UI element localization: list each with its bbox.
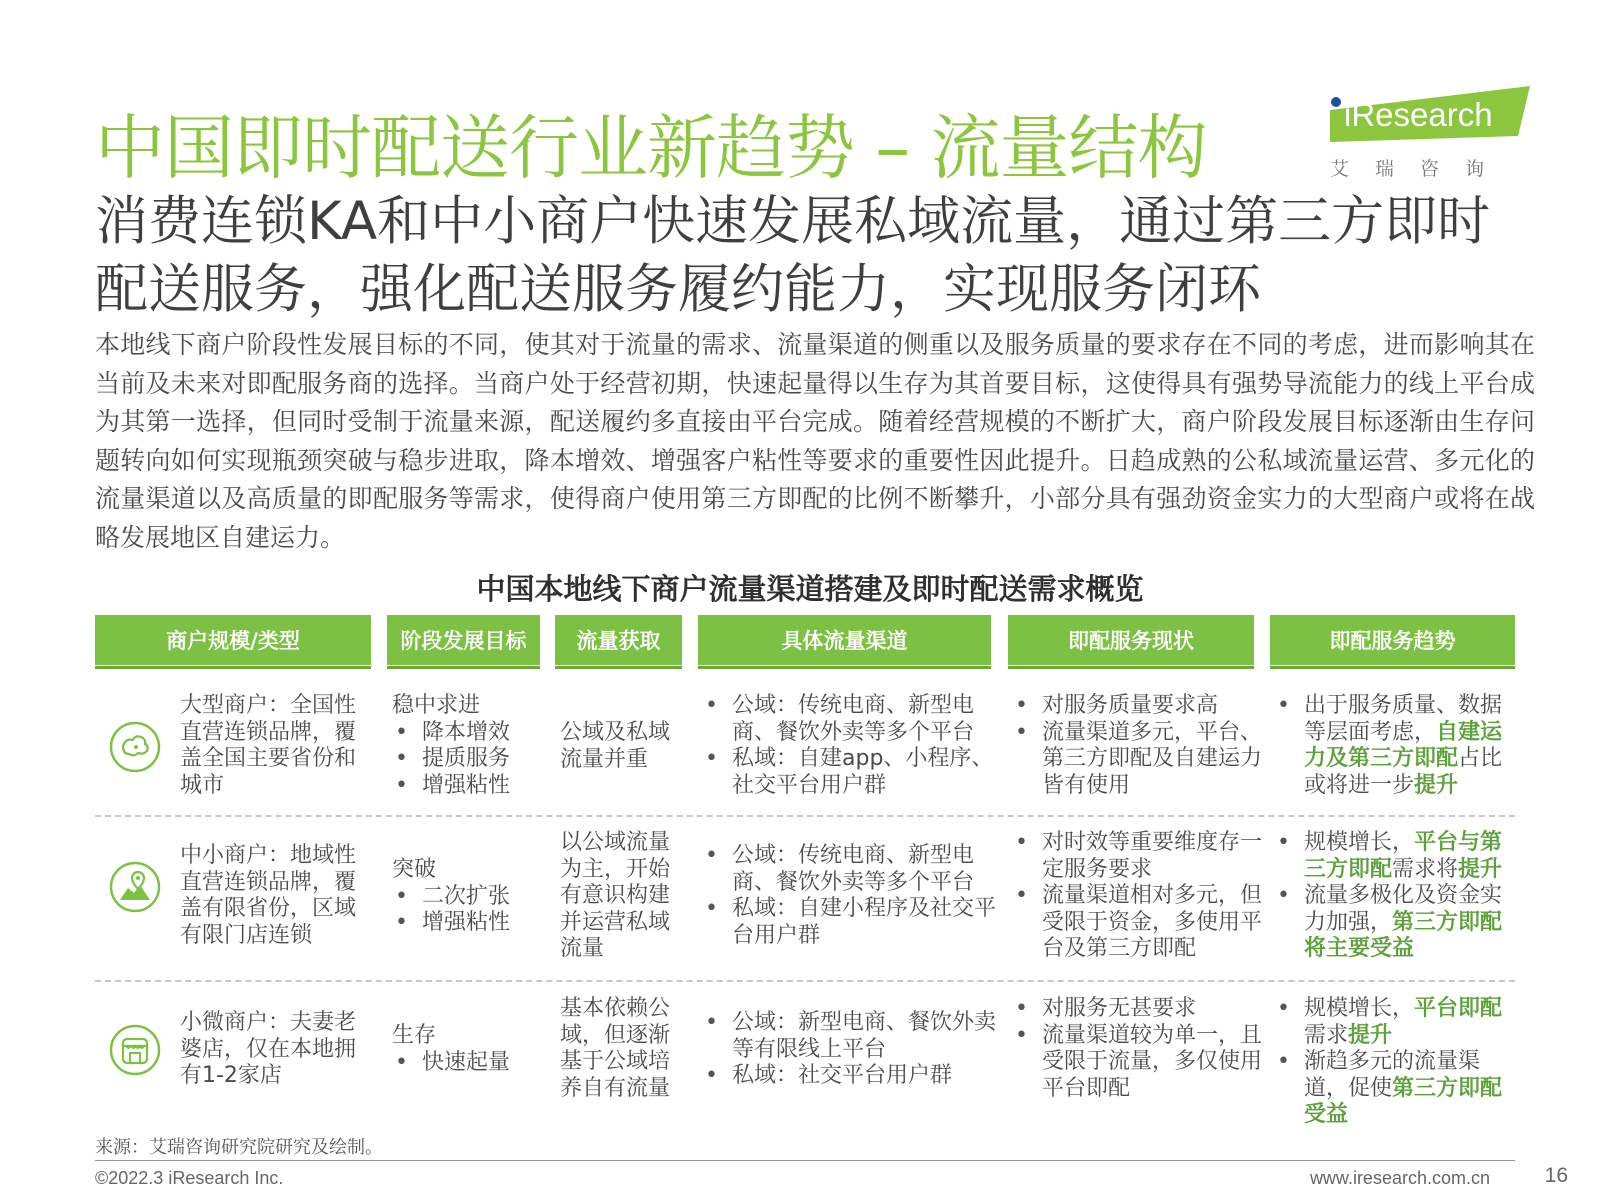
- trend-text: 需求将: [1392, 856, 1459, 882]
- header-merchant-type: 商户规模/类型: [95, 615, 371, 665]
- row1-goal-title: 稳中求进: [392, 693, 481, 718]
- header-delivery-status: 即配服务现状: [1008, 615, 1254, 665]
- row3-merchant-type: 小微商户：夫妻老婆店，仅在本地拥有1-2家店: [180, 1010, 357, 1088]
- header-traffic-acquisition: 流量获取: [555, 615, 682, 665]
- row1-trend: [1274, 693, 1522, 799]
- iresearch-logo: [1330, 86, 1530, 186]
- trend-highlight: 平台即配: [1414, 996, 1503, 1021]
- row3-goal-title: 生存: [392, 1023, 437, 1048]
- row3-goal-item: • 快速起量: [392, 1050, 542, 1077]
- page-number: 16: [1544, 1164, 1568, 1187]
- trend-text: 占比或将进一步: [1304, 746, 1503, 798]
- source-note: 来源：艾瑞咨询研究院研究及绘制。: [95, 1137, 383, 1158]
- trend-highlight: 自建运力及第三方即配: [1304, 719, 1503, 771]
- row2-merchant-type: 中小商户：地域性直营连锁品牌，覆盖有限省份，区域有限门店连锁: [180, 843, 357, 948]
- trend-item: [1274, 693, 1522, 799]
- trend-item: [1274, 996, 1522, 1049]
- row1-stage-goal: [392, 693, 542, 799]
- logo-chinese: 艾瑞咨询: [1330, 158, 1511, 180]
- page-title: 中国即时配送行业新趋势 – 流量结构: [95, 107, 1207, 189]
- row2-traffic: 以公域流量为主，开始有意识构建并运营私域流量: [560, 830, 671, 961]
- trend-highlight: 第三方即配将主要受益: [1304, 909, 1503, 961]
- row3-channel-item: • 公域：新型电商、餐饮外卖等有限线上平台: [702, 1010, 997, 1063]
- trend-item: [1274, 883, 1522, 963]
- trend-highlight: 提升: [1348, 1022, 1393, 1048]
- row2-status-item: • 流量渠道相对多元，但受限于资金，多使用平台及第三方即配: [1012, 883, 1262, 963]
- row1-goal-item: • 增强粘性: [392, 773, 542, 800]
- trend-item: [1274, 830, 1522, 883]
- row2-channel-item: • 私域：自建小程序及社交平台用户群: [702, 896, 997, 949]
- row3-status-item: • 对服务无甚要求: [1012, 996, 1262, 1023]
- map-pin-icon: [108, 860, 162, 914]
- trend-text: 渐趋多元的流量渠道，促使: [1304, 1049, 1481, 1101]
- row2-channels: [702, 843, 997, 949]
- header-stage-goal: 阶段发展目标: [387, 615, 540, 665]
- row1-status: [1012, 693, 1262, 799]
- store-icon: [108, 1023, 162, 1077]
- header-traffic-channels: 具体流量渠道: [698, 615, 991, 665]
- row1-status-item: • 流量渠道多元，平台、第三方即配及自建运力皆有使用: [1012, 720, 1262, 800]
- row1-status-item: • 对服务质量要求高: [1012, 693, 1262, 720]
- row-divider: [95, 980, 1515, 982]
- row1-channel-item: • 公域：传统电商、新型电商、餐饮外卖等多个平台: [702, 693, 997, 746]
- intro-paragraph: 本地线下商户阶段性发展目标的不同，使其对于流量的需求、流量渠道的侧重以及服务质量的要求存在不同的考虑，进而影响其在当前及未来对即配服务商的选择。当商户处于经营初期，快速起量得以生存为其首要目标，这使得具有强势导流能力的线上平台成为其第一选择，但同时受制于流量来源，配送履约多直接由平台完成。随着经营规模的不断扩大，商户阶段发展目标逐渐由生存问题转向如何实现瓶颈突破与稳步进取，降本增效、增强客户粘性等要求的重要性因此提升。日趋成熟的公私域流量运营、多元化的流量渠道以及高质量的即配服务等需求，使得商户使用第三方即配的比例不断攀升，小部分具有强劲资金实力的大型商户或将在战略发展地区自建运力。: [95, 330, 1535, 552]
- row2-goal-title: 突破: [392, 857, 437, 882]
- table-title: 中国本地线下商户流量渠道搭建及即时配送需求概览: [476, 572, 1144, 606]
- row1-merchant-type: 大型商户：全国性直营连锁品牌，覆盖全国主要省份和城市: [180, 693, 357, 798]
- trend-text: 需求: [1304, 1022, 1349, 1048]
- row3-status-item: • 流量渠道较为单一，且受限于流量，多仅使用平台即配: [1012, 1023, 1262, 1103]
- trend-text: 流量多极化及资金实力加强，: [1304, 883, 1503, 935]
- row2-goal-item: • 增强粘性: [392, 910, 542, 937]
- row3-traffic: 基本依赖公域，但逐渐基于公域培养自有流量: [560, 996, 671, 1101]
- row1-traffic: 公域及私域流量并重: [560, 720, 671, 772]
- trend-highlight: 第三方即配受益: [1304, 1075, 1503, 1127]
- row3-channel-item: • 私域：社交平台用户群: [702, 1063, 997, 1090]
- footer-divider: [95, 1160, 1515, 1161]
- row3-trend: [1274, 996, 1522, 1129]
- row1-goal-item: • 提质服务: [392, 746, 542, 773]
- china-map-icon: [108, 720, 162, 774]
- trend-highlight: 平台与第三方即配: [1304, 830, 1503, 882]
- row3-status: [1012, 996, 1262, 1102]
- row2-trend: [1274, 830, 1522, 963]
- row-divider: [95, 815, 1515, 817]
- row2-channel-item: • 公域：传统电商、新型电商、餐饮外卖等多个平台: [702, 843, 997, 896]
- row3-stage-goal: [392, 1023, 542, 1076]
- row1-goal-item: • 降本增效: [392, 720, 542, 747]
- trend-highlight: 提升: [1458, 856, 1503, 882]
- row1-channels: [702, 693, 997, 799]
- trend-text: 出于服务质量、数据等层面考虑，: [1304, 693, 1503, 745]
- copyright: ©2022.3 iResearch Inc.: [95, 1168, 284, 1188]
- trend-text: 规模增长，: [1304, 996, 1415, 1021]
- page-subtitle: 消费连锁KA和中小商户快速发展私域流量，通过第三方即时配送服务，强化配送服务履约能力，实现服务闭环: [95, 191, 1491, 320]
- trend-text: 规模增长，: [1304, 830, 1415, 855]
- header-delivery-trend: 即配服务趋势: [1270, 615, 1515, 665]
- trend-item: [1274, 1049, 1522, 1129]
- row1-channel-item: • 私域：自建app、小程序、社交平台用户群: [702, 746, 997, 799]
- logo-text: iResearch: [1344, 96, 1493, 133]
- trend-highlight: 提升: [1414, 772, 1459, 798]
- website-url: www.iresearch.com.cn: [1309, 1168, 1490, 1188]
- row2-stage-goal: [392, 857, 542, 937]
- row2-status: [1012, 830, 1262, 963]
- row2-goal-item: • 二次扩张: [392, 884, 542, 911]
- row2-status-item: • 对时效等重要维度存一定服务要求: [1012, 830, 1262, 883]
- row3-channels: [702, 1010, 997, 1090]
